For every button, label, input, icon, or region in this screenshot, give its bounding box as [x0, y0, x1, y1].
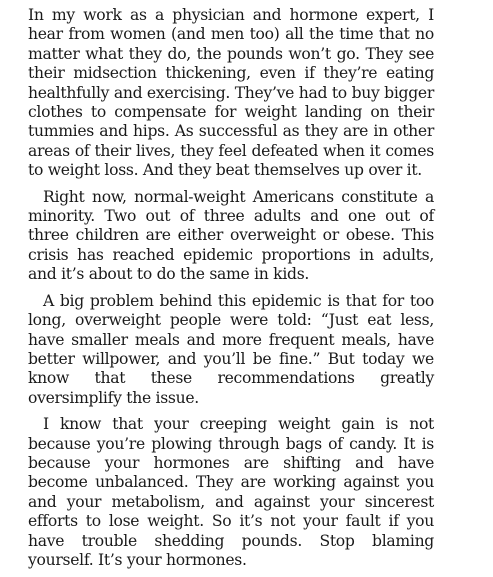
paragraph-4: I know that your creeping weight gain is not because you’re plowing through bags of candy. It is because your hormones are shifting and have become unbalanced. They are working against you and your metabolism, and against your sincerest efforts to lose weight. So it’s not your fault if you have trouble shedding pounds. Stop blaming yourself. It’s your hormones. [28, 415, 434, 569]
paragraph-2: Right now, normal-weight Americans constitute a minority. Two out of three adults and one out of three children are either overweight or obese. This crisis has reached epidemic proportions in adults, and it’s about to do the same in kids. [28, 187, 434, 284]
paragraph-3: A big problem behind this epidemic is that for too long, overweight people were told: “Just eat less, have smaller meals and more frequent meals, have better willpower, and you’ll be fine.” But today we know that these recommendations greatly oversimplify the issue. [28, 291, 434, 407]
paragraph-1: In my work as a physician and hormone expert, I hear from women (and men too) all the time that no matter what they do, the pounds won’t go. They see their midsection thickening, even if they’re eating healthfully and exercising. They’ve had to buy bigger clothes to compensate for weight landing on their tummies and hips. As successful as they are in other areas of their lives, they feel defeated when it comes to weight loss. And they beat themselves up over it. [28, 6, 434, 180]
document-page [28, 6, 434, 577]
